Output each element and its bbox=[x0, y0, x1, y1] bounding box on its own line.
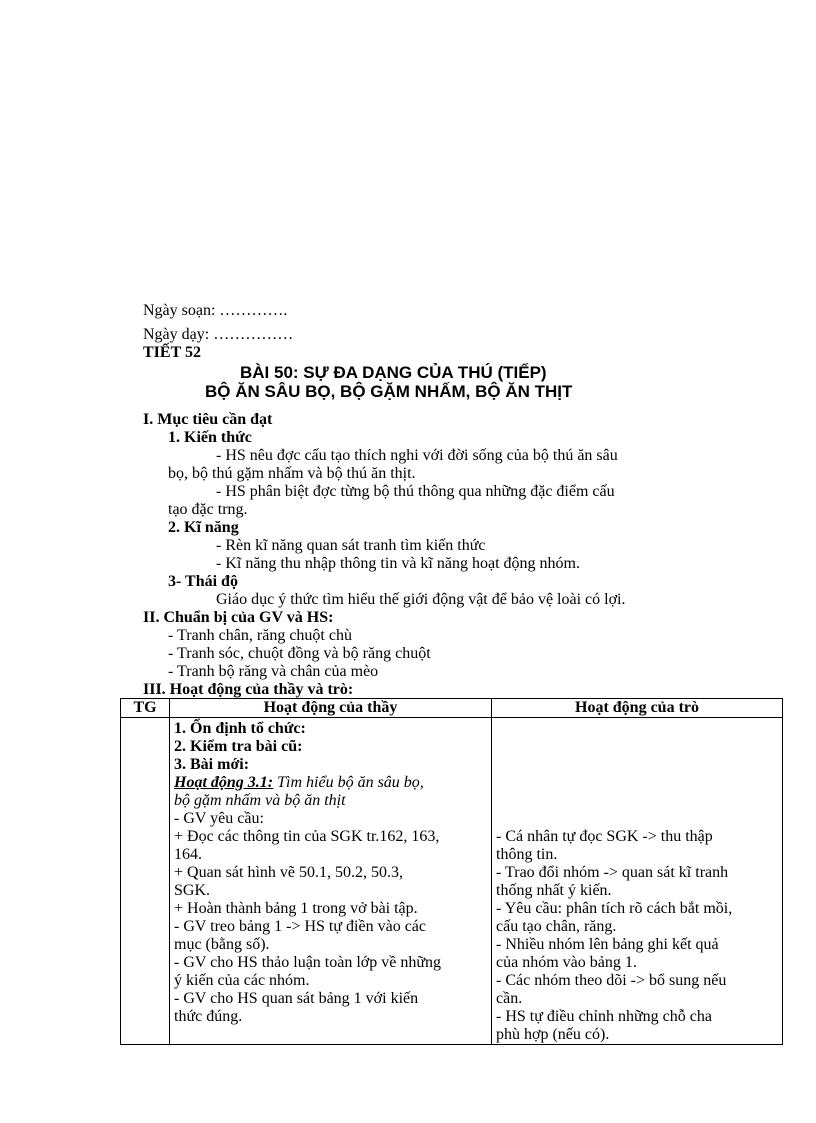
student-line: thống nhất ý kiến. bbox=[496, 882, 612, 899]
teacher-line: + Quan sát hình vẽ 50.1, 50.2, 50.3, bbox=[174, 864, 403, 881]
student-line: - Nhiều nhóm lên bảng ghi kết quả bbox=[496, 936, 719, 953]
teacher-line: - GV yêu cầu: bbox=[174, 810, 264, 827]
teacher-line: - GV cho HS thảo luận toàn lớp về những bbox=[174, 954, 442, 971]
thai-do-heading: 3- Thái độ bbox=[168, 573, 238, 590]
student-line: - Các nhóm theo dõi -> bổ sung nếu bbox=[496, 972, 727, 989]
teacher-line: + Đọc các thông tin của SGK tr.162, 163, bbox=[174, 828, 440, 845]
ki-nang-line: - Rèn kĩ năng quan sát tranh tìm kiến thức bbox=[216, 537, 486, 554]
lesson-period: TIẾT 52 bbox=[143, 344, 201, 361]
ngay-day: Ngày dạy: …………… bbox=[143, 326, 294, 343]
teacher-line: thức đúng. bbox=[174, 1008, 243, 1025]
student-line: - HS tự điều chỉnh những chỗ cha bbox=[496, 1008, 712, 1025]
col-header-tg: TG bbox=[121, 699, 170, 718]
section1-heading: I. Mục tiêu cần đạt bbox=[143, 411, 273, 428]
table-header-row bbox=[121, 699, 783, 718]
kien-thuc-heading: 1. Kiến thức bbox=[168, 429, 252, 446]
student-line: thông tin. bbox=[496, 846, 558, 863]
section2-line: - Tranh sóc, chuột đồng và bộ răng chuột bbox=[168, 645, 431, 662]
section2-heading: II. Chuẩn bị của GV và HS: bbox=[143, 609, 334, 626]
student-line: - Cá nhân tự đọc SGK -> thu thập bbox=[496, 828, 713, 845]
student-line: cấu tạo chân, răng. bbox=[496, 918, 617, 935]
lesson-title-line1: BÀI 50: SỰ ĐA DẠNG CỦA THÚ (TIẾP) bbox=[240, 363, 547, 382]
section3-heading: III. Hoạt động của thầy và trò: bbox=[143, 681, 354, 698]
teacher-line: ý kiến của các nhóm. bbox=[174, 972, 310, 989]
ki-nang-heading: 2. Kĩ năng bbox=[168, 519, 239, 536]
kien-thuc-line: tạo đặc trng. bbox=[168, 501, 248, 518]
activity-desc-cont: bộ gặm nhấm và bộ ăn thịt bbox=[174, 792, 346, 809]
section2-line: - Tranh chân, răng chuột chù bbox=[168, 627, 352, 644]
kien-thuc-line: bọ, bộ thú gặm nhấm và bộ thú ăn thịt. bbox=[168, 465, 416, 482]
teacher-line: mục (bằng số). bbox=[174, 936, 270, 953]
student-activity-cell bbox=[492, 718, 783, 1045]
tg-cell bbox=[121, 718, 170, 1045]
lesson-title-line2: BỘ ĂN SÂU BỌ, BỘ GẶM NHẤM, BỘ ĂN THỊT bbox=[205, 382, 573, 401]
student-line: của nhóm vào bảng 1. bbox=[496, 954, 637, 971]
activities-table bbox=[120, 698, 783, 1045]
col-header-student: Hoạt động của trò bbox=[492, 699, 783, 718]
teacher-line: SGK. bbox=[174, 882, 211, 899]
table-row bbox=[121, 718, 783, 1045]
student-line: cần. bbox=[496, 990, 523, 1007]
teacher-line: - GV treo bảng 1 -> HS tự điền vào các bbox=[174, 918, 426, 935]
ngay-soan: Ngày soạn: …………. bbox=[143, 302, 288, 319]
teacher-line: - GV cho HS quan sát bảng 1 với kiến bbox=[174, 990, 419, 1007]
thai-do-line: Giáo dục ý thức tìm hiểu thế giới động vật để bảo vệ loài có lợi. bbox=[216, 591, 626, 608]
student-line: - Trao đổi nhóm -> quan sát kĩ tranh bbox=[496, 864, 729, 881]
student-line: phù hợp (nếu có). bbox=[496, 1026, 610, 1043]
kien-thuc-line: - HS phân biệt đợc từng bộ thú thông qua những đặc điểm cấu bbox=[216, 483, 615, 500]
teacher-line: 164. bbox=[174, 846, 202, 863]
teacher-step: 3. Bài mới: bbox=[174, 756, 250, 773]
activity-label: Hoạt động 3.1: bbox=[174, 774, 274, 791]
activity-desc: Tìm hiểu bộ ăn sâu bọ, bbox=[273, 774, 424, 791]
kien-thuc-line: - HS nêu đợc cấu tạo thích nghi với đời sống của bộ thú ăn sâu bbox=[216, 447, 618, 464]
activity-heading bbox=[174, 774, 487, 792]
col-header-teacher: Hoạt động của thầy bbox=[170, 699, 492, 718]
teacher-step: 1. Ổn định tổ chức: bbox=[174, 720, 306, 737]
teacher-line: + Hoàn thành bảng 1 trong vở bài tập. bbox=[174, 900, 418, 917]
ki-nang-line: - Kĩ năng thu nhập thông tin và kĩ năng hoạt động nhóm. bbox=[216, 555, 580, 572]
teacher-activity-cell bbox=[170, 718, 492, 1045]
student-line: - Yêu cầu: phân tích rõ cách bắt mồi, bbox=[496, 900, 733, 917]
section2-line: - Tranh bộ răng và chân của mèo bbox=[168, 663, 379, 680]
teacher-step: 2. Kiểm tra bài cũ: bbox=[174, 738, 303, 755]
